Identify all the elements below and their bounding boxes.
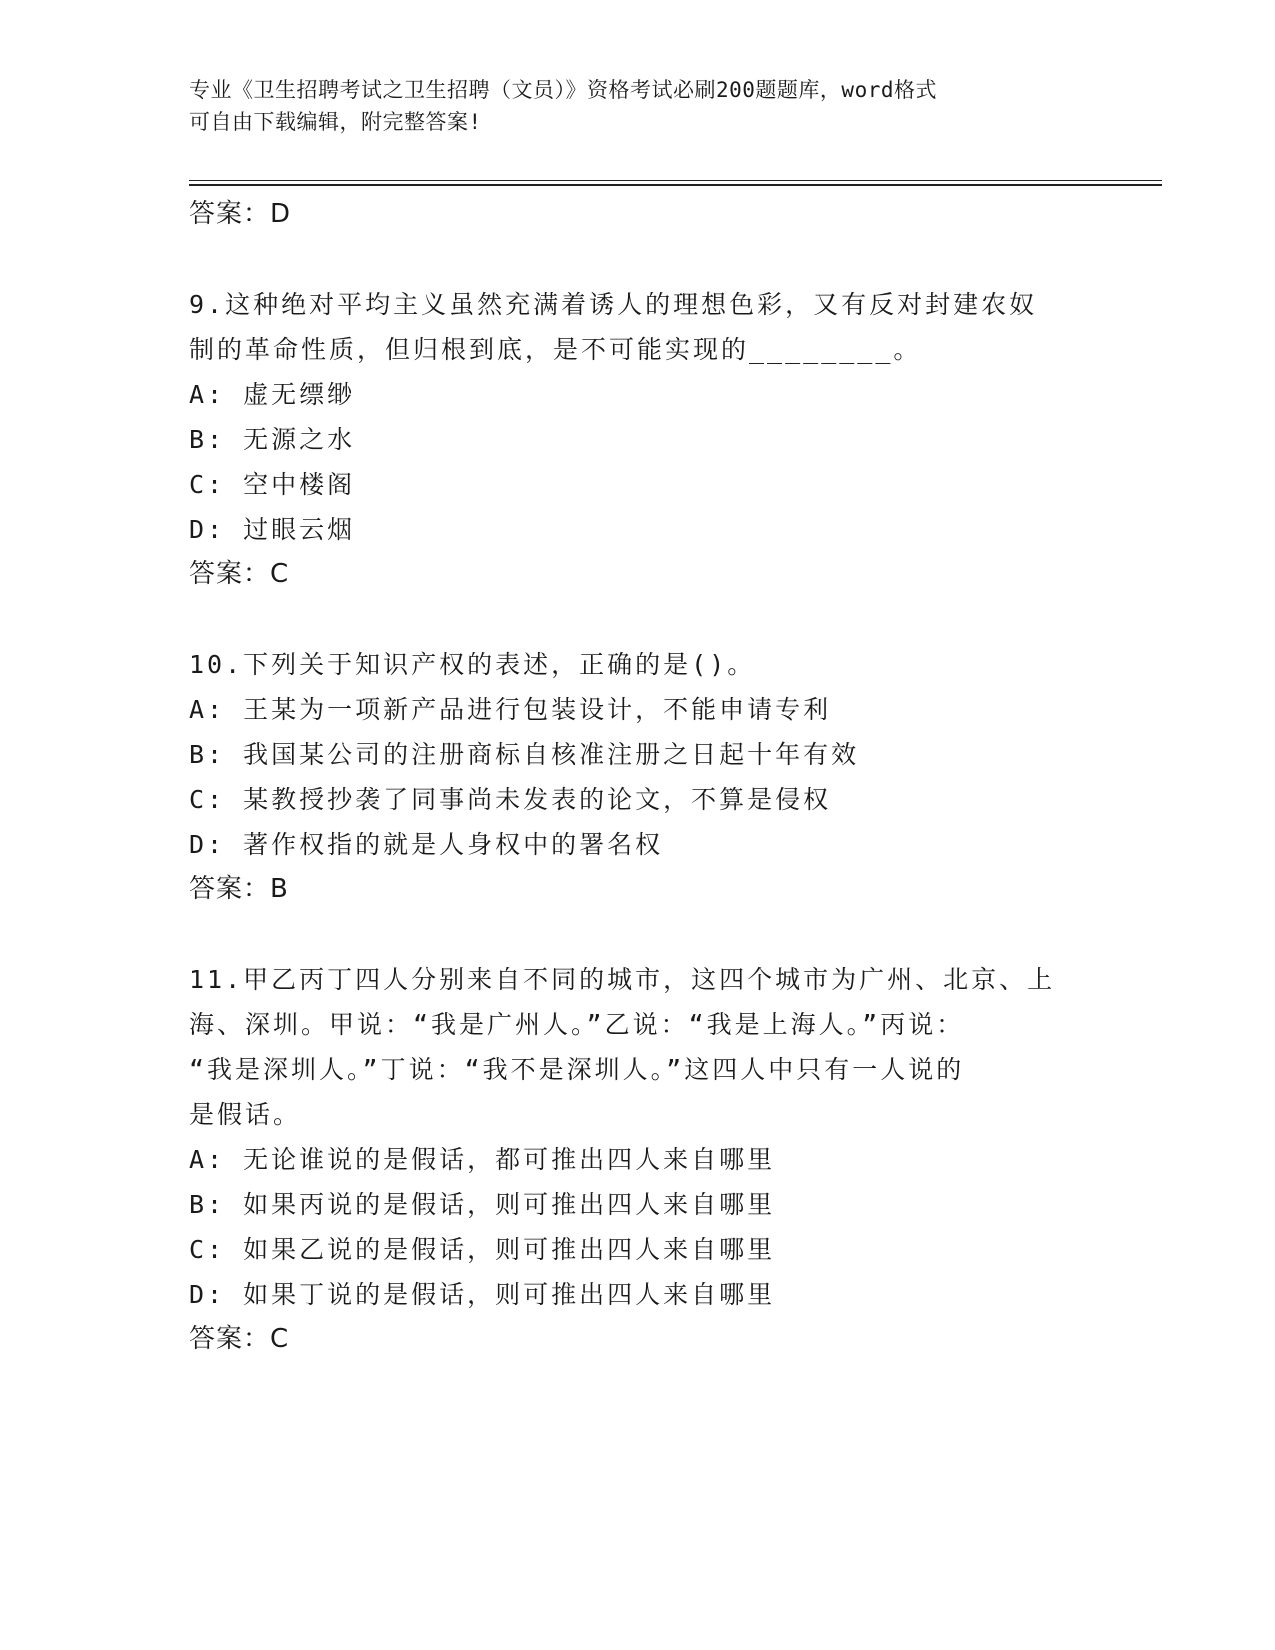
question-9	[189, 282, 1089, 597]
question-stem: 9.这种绝对平均主义虽然充满着诱人的理想色彩，又有反对封建农奴	[189, 290, 1038, 319]
previous-answer: 答案：D	[189, 199, 292, 229]
option-d: D: 著作权指的就是人身权中的署名权	[189, 830, 664, 859]
header-divider	[189, 180, 1162, 186]
option-b: B: 如果丙说的是假话，则可推出四人来自哪里	[189, 1190, 776, 1219]
question-stem: 制的革命性质，但归根到底，是不可能实现的________。	[189, 335, 922, 364]
question-11	[189, 957, 1089, 1362]
option-a: A: 王某为一项新产品进行包装设计，不能申请专利	[189, 695, 832, 724]
option-d: D: 过眼云烟	[189, 515, 356, 544]
answer: 答案：C	[189, 1324, 290, 1354]
spacer	[189, 597, 1089, 642]
question-stem: 11.甲乙丙丁四人分别来自不同的城市，这四个城市为广州、北京、上	[189, 965, 1056, 994]
option-b: B: 我国某公司的注册商标自核准注册之日起十年有效	[189, 740, 860, 769]
option-c: C: 空中楼阁	[189, 470, 356, 499]
option-b: B: 无源之水	[189, 425, 356, 454]
question-stem: 10.下列关于知识产权的表述，正确的是()。	[189, 650, 756, 679]
option-a: A: 无论谁说的是假话，都可推出四人来自哪里	[189, 1145, 776, 1174]
header-line-2: 可自由下载编辑，附完整答案!	[189, 110, 482, 134]
question-stem: 是假话。	[189, 1100, 302, 1129]
header-line-1: 专业《卫生招聘考试之卫生招聘（文员）》资格考试必刷200题题库，word格式	[189, 78, 937, 102]
option-a: A: 虚无缥缈	[189, 380, 356, 409]
question-10	[189, 642, 1089, 912]
spacer	[189, 912, 1089, 957]
page-header	[189, 74, 1089, 138]
option-c: C: 某教授抄袭了同事尚未发表的论文，不算是侵权	[189, 785, 832, 814]
question-stem: 海、深圳。甲说：“我是广州人。”乙说：“我是上海人。”丙说：	[189, 1010, 965, 1039]
question-stem: “我是深圳人。”丁说：“我不是深圳人。”这四人中只有一人说的	[189, 1055, 965, 1084]
question-list	[189, 192, 1089, 1362]
answer: 答案：C	[189, 559, 290, 589]
answer: 答案：B	[189, 874, 289, 904]
option-d: D: 如果丁说的是假话，则可推出四人来自哪里	[189, 1280, 776, 1309]
option-c: C: 如果乙说的是假话，则可推出四人来自哪里	[189, 1235, 776, 1264]
spacer	[189, 237, 1089, 282]
